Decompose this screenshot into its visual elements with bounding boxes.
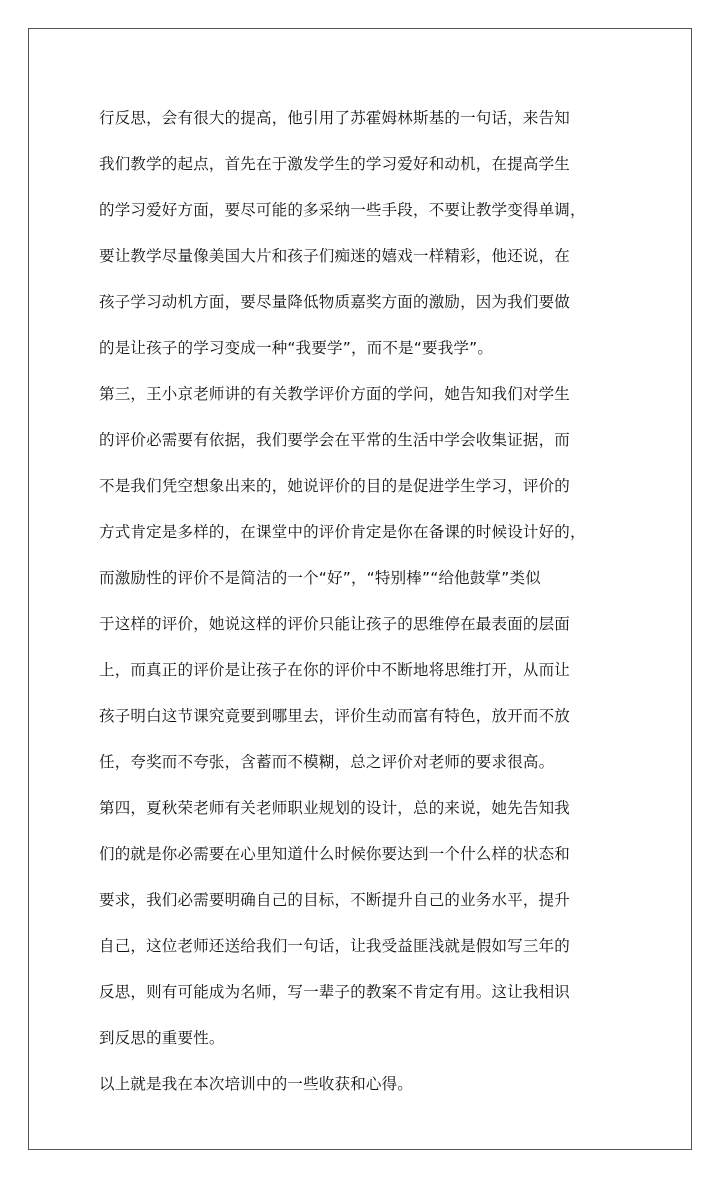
document-body bbox=[99, 101, 639, 1101]
text-line: 行反思，会有很大的提高，他引用了苏霍姆林斯基的一句话，来告知 bbox=[99, 109, 571, 127]
line-spacer bbox=[99, 641, 639, 653]
line-spacer bbox=[99, 963, 639, 975]
line-spacer bbox=[99, 365, 639, 377]
line-spacer bbox=[99, 549, 639, 561]
text-line: 孩子明白这节课究竟要到哪里去，评价生动而富有特色，放开而不放 bbox=[99, 707, 571, 725]
text-line: 们的就是你必需要在心里知道什么时候你要达到一个什么样的状态和 bbox=[99, 845, 571, 863]
line-spacer bbox=[99, 411, 639, 423]
text-line: 第四，夏秋荣老师有关老师职业规划的设计，总的来说，她先告知我 bbox=[99, 799, 571, 817]
line-spacer bbox=[99, 871, 639, 883]
text-line: 不是我们凭空想象出来的，她说评价的目的是促进学生学习，评价的 bbox=[99, 477, 571, 495]
text-line: 到反思的重要性。 bbox=[99, 1029, 225, 1047]
text-line: 要求，我们必需要明确自己的目标，不断提升自己的业务水平，提升 bbox=[99, 891, 571, 909]
line-spacer bbox=[99, 1009, 639, 1021]
line-spacer bbox=[99, 1055, 639, 1067]
text-line: 的学习爱好方面，要尽可能的多采纳一些手段，不要让教学变得单调， bbox=[99, 201, 586, 219]
line-spacer bbox=[99, 227, 639, 239]
line-spacer bbox=[99, 595, 639, 607]
text-line: 的评价必需要有依据，我们要学会在平常的生活中学会收集证据，而 bbox=[99, 431, 571, 449]
line-spacer bbox=[99, 733, 639, 745]
text-line: 上，而真正的评价是让孩子在你的评价中不断地将思维打开，从而让 bbox=[99, 661, 571, 679]
text-line: 孩子学习动机方面，要尽量降低物质嘉奖方面的激励，因为我们要做 bbox=[99, 293, 571, 311]
text-line: 我们教学的起点，首先在于激发学生的学习爱好和动机，在提高学生 bbox=[99, 155, 571, 173]
text-line: 方式肯定是多样的，在课堂中的评价肯定是你在备课的时候设计好的， bbox=[99, 523, 586, 541]
line-spacer bbox=[99, 687, 639, 699]
line-spacer bbox=[99, 135, 639, 147]
text-line: 要让教学尽量像美国大片和孩子们痴迷的嬉戏一样精彩，他还说，在 bbox=[99, 247, 571, 265]
text-line: 任，夸奖而不夸张，含蓄而不模糊，总之评价对老师的要求很高。 bbox=[99, 753, 555, 771]
text-line: 于这样的评价，她说这样的评价只能让孩子的思维停在最表面的层面 bbox=[99, 615, 571, 633]
line-spacer bbox=[99, 457, 639, 469]
line-spacer bbox=[99, 503, 639, 515]
text-line: 自己，这位老师还送给我们一句话，让我受益匪浅就是假如写三年的 bbox=[99, 937, 571, 955]
text-line: 以上就是我在本次培训中的一些收获和心得。 bbox=[99, 1075, 414, 1093]
line-spacer bbox=[99, 273, 639, 285]
line-spacer bbox=[99, 825, 639, 837]
line-spacer bbox=[99, 319, 639, 331]
text-line: 而激励性的评价不是简洁的一个“好”，“特别棒”“给他鼓掌”类似 bbox=[99, 569, 541, 587]
text-line: 的是让孩子的学习变成一种“我要学”，而不是“要我学”。 bbox=[99, 339, 494, 357]
line-spacer bbox=[99, 181, 639, 193]
line-spacer bbox=[99, 917, 639, 929]
line-spacer bbox=[99, 779, 639, 791]
text-line: 反思，则有可能成为名师，写一辈子的教案不肯定有用。这让我相识 bbox=[99, 983, 571, 1001]
text-line: 第三，王小京老师讲的有关教学评价方面的学问，她告知我们对学生 bbox=[99, 385, 571, 403]
